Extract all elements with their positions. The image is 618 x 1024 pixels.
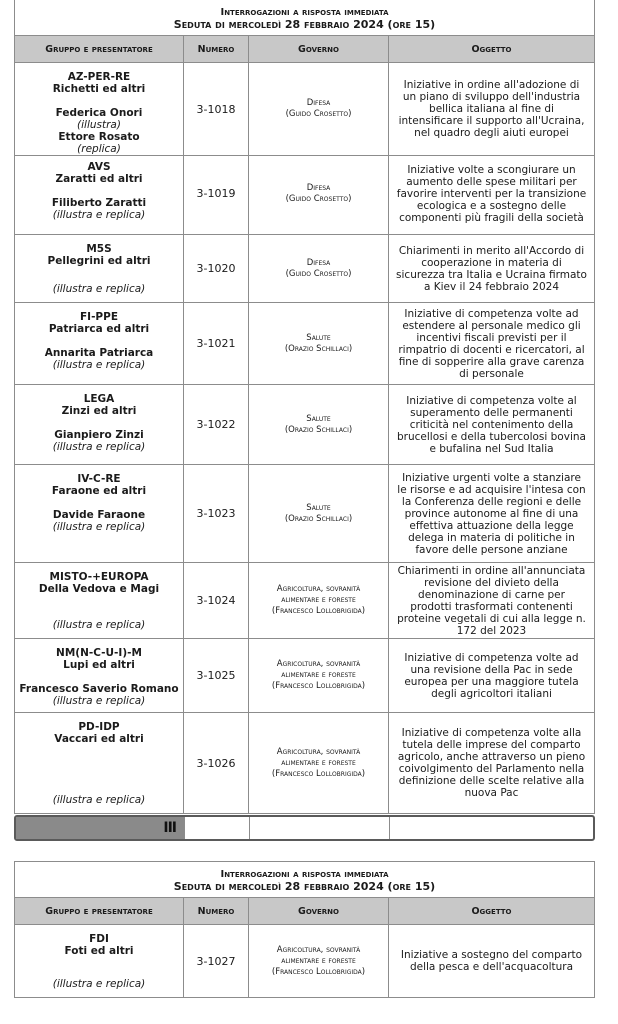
group-name: MISTO-+EUROPA (49, 571, 149, 583)
presenter-role: (illustra e replica) (52, 283, 146, 295)
minister: (Francesco Lollobrigida) (271, 681, 366, 691)
ministry-cont: alimentare e foreste (281, 670, 356, 680)
ministry: Difesa (306, 182, 331, 193)
ministry: Difesa (306, 257, 331, 268)
table-row (15, 563, 594, 639)
group-name: M5S (86, 243, 112, 255)
presenter-name: Davide Faraone (52, 509, 146, 521)
cell-group-presenter (15, 385, 184, 465)
separator-cell (390, 817, 593, 839)
group-name: FDI (89, 933, 109, 945)
signers: Patriarca ed altri (48, 323, 150, 335)
minister: (Guido Crosetto) (285, 193, 352, 204)
ministry: Difesa (306, 98, 331, 108)
minister: (Francesco Lollobrigida) (271, 768, 366, 779)
header-group: Gruppo e presentatore (15, 898, 184, 925)
table-row (15, 63, 594, 153)
ministry-cont: alimentare e foreste (281, 595, 356, 605)
group-name: AZ-PER-RE (67, 71, 131, 83)
ministry: Agricoltura, sovranità (276, 659, 361, 669)
group-name: IV-C-RE (77, 473, 121, 485)
cell-number: 3-1027 (184, 925, 249, 997)
table-body (15, 925, 594, 997)
table-row (15, 639, 594, 713)
separator-cell (185, 817, 250, 839)
ministry: Salute (306, 502, 331, 513)
cell-group-presenter (15, 925, 184, 997)
cell-number: 3-1021 (184, 303, 249, 385)
cell-subject: Iniziative in ordine all'adozione di un piano di sviluppo dell'industria bellica italiana al fine di intensificare il supporto all'Ucraina, nel quadro degli aiuti europei (389, 63, 594, 156)
cell-group-presenter (15, 235, 184, 303)
group-name: LEGA (83, 393, 115, 405)
interrogations-table-continued (14, 861, 595, 998)
group-name: PD-IDP (78, 721, 120, 733)
presenter-name: Francesco Saverio Romano (19, 683, 179, 695)
cell-group-presenter (15, 639, 184, 713)
cell-group-presenter (15, 465, 184, 563)
cell-group-presenter (15, 713, 184, 813)
minister: (Guido Crosetto) (285, 109, 352, 119)
table-title-line2: Seduta di mercoledì 28 febbraio 2024 (ore 15) (173, 880, 436, 893)
cell-government (249, 925, 389, 997)
presenter-role: (illustra e replica) (52, 978, 146, 990)
cell-government (249, 639, 389, 713)
ministry-cont: alimentare e foreste (281, 757, 356, 768)
separator-cell (250, 817, 390, 839)
presenter-role: (illustra e replica) (52, 209, 146, 221)
minister: (Orazio Schillaci) (284, 513, 353, 524)
table-row (15, 235, 594, 303)
table-title-line1: Interrogazioni a risposta immediata (220, 7, 389, 18)
presenter-role: (illustra e replica) (52, 441, 146, 453)
minister: (Orazio Schillaci) (284, 343, 353, 354)
header-government: Governo (249, 36, 389, 63)
cell-subject: Iniziative volte a scongiurare un aumento delle spese militari per favorire interventi per la transizione ecologica e a sostegno delle componenti più fragili della società (389, 153, 594, 235)
cell-subject: Iniziative urgenti volte a stanziare le risorse e ad acquisire l'intesa con la Conferenza delle regioni e delle province autonome al fine di una effettiva attuazione della legge delega in materia di politiche in favore delle persone anziane (389, 465, 594, 563)
presenter-role: (illustra e replica) (52, 619, 146, 631)
presenters (15, 429, 183, 453)
presenter-role: (illustra e replica) (52, 521, 146, 533)
presenters (15, 347, 183, 371)
cell-subject: Chiarimenti in merito all'Accordo di cooperazione in materia di sicurezza tra Italia e Ucraina firmato a Kiev il 24 febbraio 2024 (389, 235, 594, 303)
group-name: AVS (87, 161, 111, 173)
minister: (Francesco Lollobrigida) (271, 966, 366, 977)
header-government: Governo (249, 898, 389, 925)
presenters (15, 978, 183, 990)
table-row (15, 153, 594, 235)
cell-subject: Iniziative a sostegno del comparto della pesca e dell'acquacoltura (400, 949, 583, 973)
cell-number: 3-1024 (184, 563, 249, 639)
ministry: Agricoltura, sovranità (276, 584, 361, 594)
presenters (15, 283, 183, 295)
minister: (Francesco Lollobrigida) (271, 606, 366, 616)
interrogations-table (14, 0, 595, 814)
presenters (15, 619, 183, 631)
table-title-line1: Interrogazioni a risposta immediata (220, 869, 389, 880)
ministry: Salute (306, 332, 331, 343)
table-row (15, 303, 594, 385)
header-group: Gruppo e presentatore (15, 36, 184, 63)
presenters (15, 509, 183, 533)
signers: Faraone ed altri (51, 485, 147, 497)
cell-subject: Iniziative di competenza volte alla tutela delle imprese del comparto agricolo, anche attraverso un pieno coivolgimento del Parlamento nella definizione delle scelte relative alla nuova Pac (397, 727, 586, 799)
signers: Foti ed altri (64, 945, 134, 957)
presenters (15, 107, 183, 155)
minister: (Guido Crosetto) (285, 268, 352, 279)
presenters (15, 683, 183, 707)
signers: Della Vedova e Magi (38, 583, 160, 595)
signers: Zinzi ed altri (61, 405, 137, 417)
table-title (15, 0, 594, 36)
cell-government (249, 235, 389, 303)
cell-number: 3-1019 (184, 153, 249, 235)
table-row (15, 925, 594, 997)
cell-number: 3-1026 (184, 713, 249, 813)
cell-government (249, 153, 389, 235)
signers: Richetti ed altri (52, 83, 146, 95)
header-subject: Oggetto (389, 898, 594, 925)
cell-subject: Iniziative di competenza volte ad una revisione della Pac in sede europea per una maggiore tutela degli agricoltori italiani (389, 639, 594, 713)
presenter-name: Filiberto Zaratti (51, 197, 147, 209)
cell-number: 3-1023 (184, 465, 249, 563)
cell-subject: Iniziative di competenza volte ad estendere al personale medico gli incentivi fiscali previsti per il rimpatrio di docenti e ricercatori, al fine di sopperire alla grave carenza di personale (389, 303, 594, 385)
cell-group-presenter (15, 303, 184, 385)
signers: Pellegrini ed altri (47, 255, 151, 267)
table-title-line2: Seduta di mercoledì 28 febbraio 2024 (ore 15) (173, 18, 436, 31)
cell-government (249, 303, 389, 385)
presenter-role: (illustra) (77, 119, 121, 131)
table-body (15, 63, 594, 813)
signers: Lupi ed altri (63, 659, 135, 671)
cell-number: 3-1018 (184, 63, 249, 156)
ministry: Agricoltura, sovranità (276, 944, 361, 955)
presenter-name: Annarita Patriarca (44, 347, 154, 359)
cell-group-presenter (15, 153, 184, 235)
presenter-role: (illustra e replica) (52, 695, 146, 707)
table-title (15, 862, 594, 898)
signers: Zaratti ed altri (55, 173, 143, 185)
cell-number: 3-1025 (184, 639, 249, 713)
cell-group-presenter (15, 63, 184, 156)
page-separator-bar (14, 815, 595, 841)
presenter-name: Gianpiero Zinzi (54, 429, 144, 441)
signers: Vaccari ed altri (54, 733, 144, 745)
table-header (15, 36, 594, 63)
cell-number: 3-1022 (184, 385, 249, 465)
header-subject: Oggetto (389, 36, 594, 63)
presenter-name: Federica Onori (55, 107, 143, 119)
group-name: NM(N-C-U-I)-M (56, 647, 142, 659)
cell-subject: Iniziative di competenza volte al superamento delle permanenti criticità nel contenimento della brucellosi e della tubercolosi bovina e bufalina nel Sud Italia (389, 385, 594, 465)
table-row (15, 465, 594, 563)
cell-government (249, 713, 389, 813)
cell-subject: Chiarimenti in ordine all'annunciata revisione del divieto della denominazione di carne per prodotti trasformati contenenti proteine vegetali di cui alla legge n. 172 del 2023 (389, 563, 594, 639)
table-header (15, 898, 594, 925)
header-number: Numero (184, 898, 249, 925)
cell-government (249, 465, 389, 563)
cell-number: 3-1020 (184, 235, 249, 303)
table-row (15, 385, 594, 465)
cell-group-presenter (15, 563, 184, 639)
presenter-role: (replica) (77, 143, 121, 155)
presenters (15, 794, 183, 806)
ministry-cont: alimentare e foreste (281, 955, 356, 966)
header-number: Numero (184, 36, 249, 63)
minister: (Orazio Schillaci) (284, 424, 353, 435)
ministry: Agricoltura, sovranità (276, 746, 361, 757)
group-name: FI-PPE (79, 311, 118, 323)
cell-government (249, 385, 389, 465)
presenters (15, 197, 183, 221)
presenter-name: Ettore Rosato (58, 131, 140, 143)
cell-government (249, 63, 389, 156)
page-marker: III (163, 820, 176, 836)
presenter-role: (illustra e replica) (52, 794, 146, 806)
page-separator-cell (16, 817, 185, 839)
presenter-role: (illustra e replica) (52, 359, 146, 371)
cell-government (249, 563, 389, 639)
table-row (15, 713, 594, 813)
ministry: Salute (306, 413, 331, 424)
